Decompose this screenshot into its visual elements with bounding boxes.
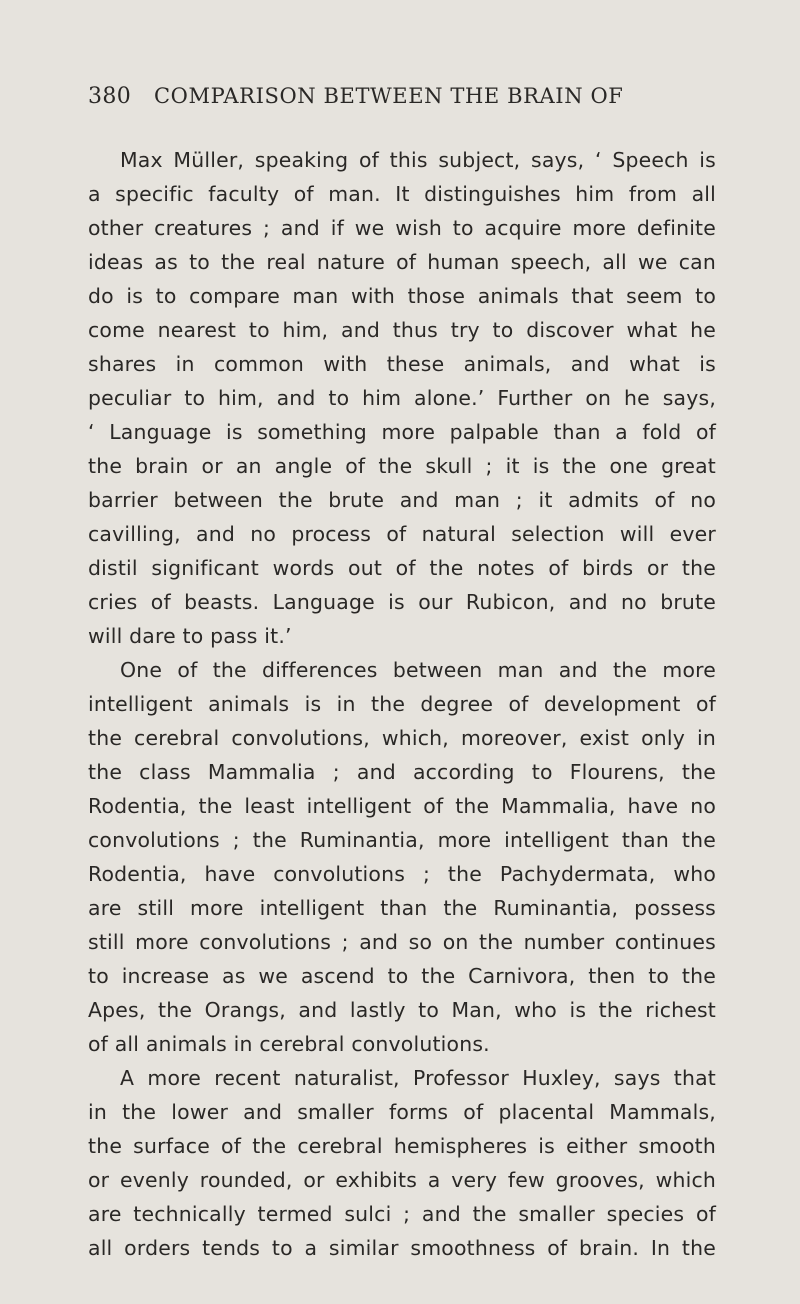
text-line: intelligent animals is in the degree of development of: [88, 692, 716, 716]
text-line: cavilling, and no process of natural selection will ever: [88, 522, 716, 546]
text-line: One of the differences between man and the more: [120, 658, 716, 682]
text-line: ‘ Language is something more palpable than a fold of: [88, 420, 716, 444]
text-line: of all animals in cerebral convolutions.: [88, 1032, 490, 1056]
text-line: distil significant words out of the notes of birds or the: [88, 556, 716, 580]
text-line: are still more intelligent than the Ruminantia, possess: [88, 896, 716, 920]
text-line: the cerebral convolutions, which, moreover, exist only in: [88, 726, 716, 750]
page-number: 380: [88, 84, 132, 109]
text-line: cries of beasts. Language is our Rubicon, and no brute: [88, 590, 716, 614]
text-line: the class Mammalia ; and according to Flourens, the: [88, 760, 716, 784]
text-line: convolutions ; the Ruminantia, more intelligent than the: [88, 828, 716, 852]
text-line: Max Müller, speaking of this subject, says, ‘ Speech is: [120, 148, 716, 172]
text-line: ideas as to the real nature of human speech, all we can: [88, 250, 716, 274]
text-line: come nearest to him, and thus try to discover what he: [88, 318, 716, 342]
text-line: Rodentia, the least intelligent of the Mammalia, have no: [88, 794, 716, 818]
text-line: peculiar to him, and to him alone.’ Further on he says,: [88, 386, 716, 410]
text-line: do is to compare man with those animals that seem to: [88, 284, 716, 308]
text-line: all orders tends to a similar smoothness of brain. In the: [88, 1236, 716, 1260]
text-line: still more convolutions ; and so on the number continues: [88, 930, 716, 954]
text-line: the surface of the cerebral hemispheres is either smooth: [88, 1134, 716, 1158]
text-line: barrier between the brute and man ; it admits of no: [88, 488, 716, 512]
text-line: in the lower and smaller forms of placental Mammals,: [88, 1100, 716, 1124]
text-line: Apes, the Orangs, and lastly to Man, who is the richest: [88, 998, 716, 1022]
text-line: will dare to pass it.’: [88, 624, 292, 648]
text-line: Rodentia, have convolutions ; the Pachydermata, who: [88, 862, 716, 886]
running-head: COMPARISON BETWEEN THE BRAIN OF: [154, 84, 624, 108]
text-line: the brain or an angle of the skull ; it is the one great: [88, 454, 716, 478]
text-line: other creatures ; and if we wish to acquire more definite: [88, 216, 716, 240]
text-line: A more recent naturalist, Professor Huxley, says that: [120, 1066, 716, 1090]
text-line: are technically termed sulci ; and the smaller species of: [88, 1202, 716, 1226]
text-line: a specific faculty of man. It distinguishes him from all: [88, 182, 716, 206]
text-line: or evenly rounded, or exhibits a very few grooves, which: [88, 1168, 716, 1192]
page-header: [88, 84, 708, 124]
text-line: to increase as we ascend to the Carnivora, then to the: [88, 964, 716, 988]
text-line: shares in common with these animals, and what is: [88, 352, 716, 376]
